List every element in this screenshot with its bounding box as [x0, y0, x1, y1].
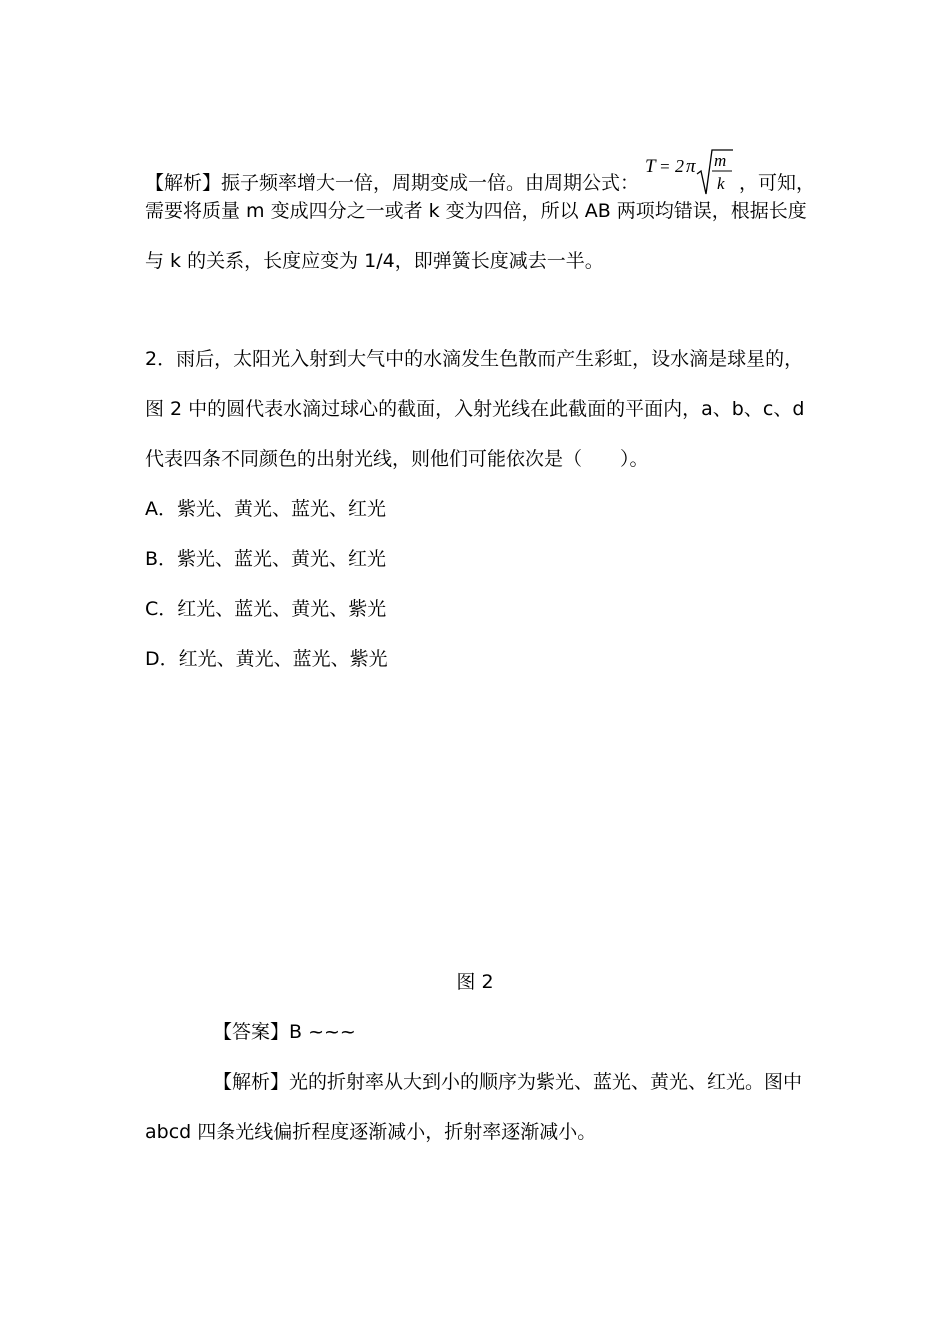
formula-lhs: T — [645, 156, 656, 177]
analysis-1-line-3: 与 k 的关系，长度应变为 1/4，即弹簧长度减去一半。 — [145, 250, 604, 272]
question-2-line-2: 图 2 中的圆代表水滴过球心的截面，入射光线在此截面的平面内，a、b、c、d — [145, 398, 805, 420]
option-b: B．紫光、蓝光、黄光、红光 — [145, 548, 387, 570]
figure-caption: 图 2 — [456, 971, 494, 993]
analysis-2-line-2: abcd 四条光线偏折程度逐渐减小，折射率逐渐减小。 — [145, 1121, 597, 1143]
formula-numerator: m — [714, 151, 727, 170]
option-a: A．紫光、黄光、蓝光、红光 — [145, 498, 386, 520]
analysis-1-text-before-formula: 【解析】振子频率增大一倍，周期变成一倍。由周期公式： — [145, 172, 640, 194]
formula-coefficient: 2 — [675, 156, 685, 176]
answer-label: 【答案】B ~~~ — [213, 1021, 356, 1043]
question-2-line-3: 代表四条不同颜色的出射光线，则他们可能依次是（ ）。 — [145, 448, 649, 470]
formula-denominator: k — [717, 174, 725, 193]
option-d: D．红光、黄光、蓝光、紫光 — [145, 648, 388, 670]
question-2-line-1: 2．雨后，太阳光入射到大气中的水滴发生色散而产生彩虹，设水滴是球星的， — [145, 348, 804, 370]
analysis-2-line-1: 【解析】光的折射率从大到小的顺序为紫光、蓝光、黄光、红光。图中 — [213, 1071, 803, 1093]
formula-equals: = — [659, 157, 671, 176]
formula-pi: π — [686, 156, 696, 177]
figure-area — [145, 690, 805, 960]
analysis-1-text-after-formula: ，可知， — [739, 172, 816, 194]
option-c: C．红光、蓝光、黄光、紫光 — [145, 598, 387, 620]
analysis-1-line-2: 需要将质量 m 变成四分之一或者 k 变为四倍，所以 AB 两项均错误，根据长度 — [145, 200, 807, 222]
